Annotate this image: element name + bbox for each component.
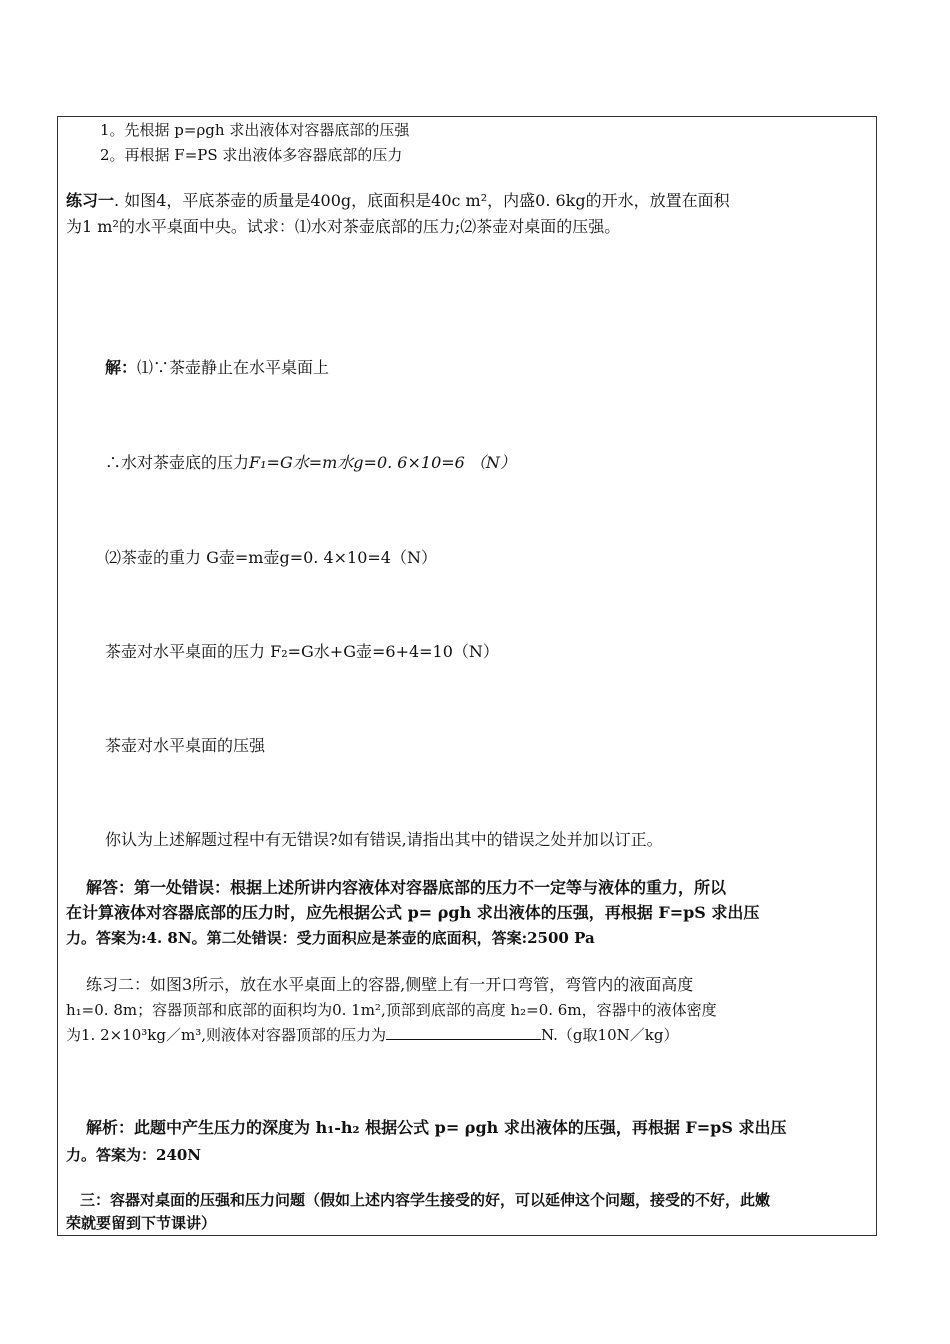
solution-question: 你认为上述解题过程中有无错误?如有错误,请指出其中的错误之处并加以订正。	[105, 830, 663, 849]
answer-blank[interactable]	[386, 1025, 541, 1040]
answer-1-line-3: 力。答案为:4. 8N。第二处错误：受力面积应是茶壶的底面积，答案:2500 Pa	[66, 929, 595, 947]
answer-2-line-2: 力。答案为：240N	[66, 1146, 202, 1164]
section-3-line-2: 荣就要留到下节课讲）	[66, 1214, 217, 1232]
exercise-1-line-1: 练习一. 如图4，平底茶壶的质量是400g，底面积是40c m²，内盛0. 6kg的开水，放置在面积	[66, 191, 730, 210]
solution-line-2: ∴水对茶壶底的压力F₁=G水=m水g=0. 6×10=6 （N）	[105, 453, 516, 472]
step-2: 2。再根据 F=PS 求出液体多容器底部的压力	[100, 146, 403, 164]
exercise-1-line-2: 为1 m²的水平桌面中央。试求：⑴水对茶壶底部的压力;⑵茶壶对桌面的压强。	[66, 217, 621, 236]
exercise-1-label: 练习一	[66, 191, 115, 210]
answer-1-line-1: 解答：第一处错误：根据上述所讲内容液体对容器底部的压力不一定等与液体的重力，所以	[86, 878, 727, 897]
step-1: 1。先根据 p=ρgh 求出液体对容器底部的压强	[100, 121, 410, 139]
exercise-2-line-2: h₁=0. 8m；容器顶部和底部的面积均为0. 1m²,顶部到底部的高度 h₂=0. 6m，容器中的液体密度	[66, 1001, 717, 1019]
answer-1-line-2: 在计算液体对容器底部的压力时，应先根据公式 p= ρgh 求出液体的压强，再根据 F=pS 求出压	[66, 903, 760, 922]
solution-line-3: ⑵茶壶的重力 G壶=m壶g=0. 4×10=4（N）	[105, 548, 437, 567]
section-3-line-1: 三：容器对桌面的压强和压力问题（假如上述内容学生接受的好，可以延伸这个问题，接受的不好，此嫩	[80, 1191, 771, 1209]
exercise-2-line-1: 练习二：如图3所示，放在水平桌面上的容器,侧壁上有一开口弯管，弯管内的液面高度	[86, 975, 694, 994]
answer-2-line-1: 解析：此题中产生压力的深度为 h₁-h₂ 根据公式 p= ρgh 求出液体的压强，再根据 F=pS 求出压	[86, 1118, 787, 1137]
exercise-2-line-3: 为1. 2×10³kg／m³,则液体对容器顶部的压力为 N.（g取10N／kg）	[66, 1026, 679, 1044]
solution-line-4: 茶壶对水平桌面的压力 F₂=G水+G壶=6+4=10（N）	[105, 642, 499, 661]
solution-line-1: 解：⑴∵茶壶静止在水平桌面上	[105, 358, 330, 377]
content-table-cell	[57, 116, 877, 1236]
solution-line-5: 茶壶对水平桌面的压强	[105, 736, 266, 755]
